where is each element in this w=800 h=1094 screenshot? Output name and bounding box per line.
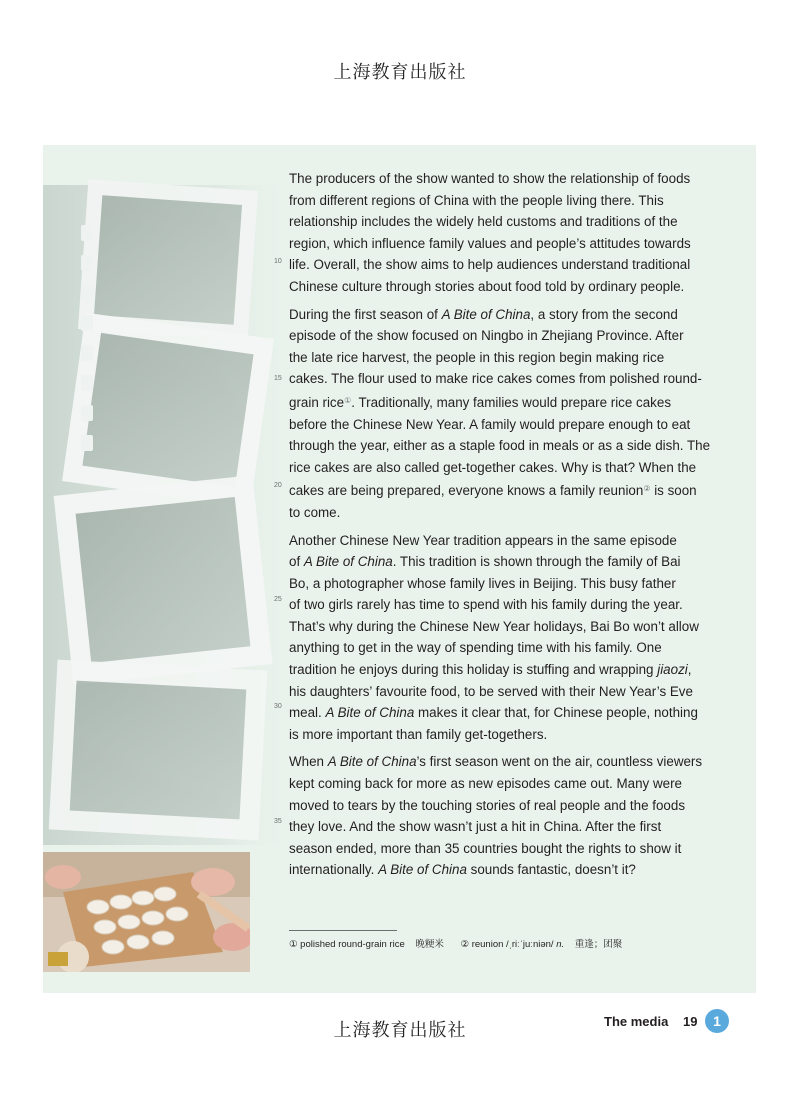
film-strip-decoration — [43, 145, 303, 855]
text-line: season ended, more than 35 countries bought the rights to show it — [289, 840, 682, 856]
text-line: Bo, a photographer whose family lives in Beijing. This busy father — [289, 575, 676, 591]
text-line: from different regions of China with the people living there. This — [289, 192, 664, 208]
line-number: 25 — [274, 596, 282, 603]
page-number: 19 — [683, 1014, 698, 1029]
text-line: Chinese culture through stories about food told by ordinary people. — [289, 278, 685, 294]
footnotes — [289, 936, 636, 950]
text-line: his daughters’ favourite food, to be served with their New Year’s Eve — [289, 683, 693, 699]
show-title: A Bite of China — [327, 754, 417, 770]
text-line: cakes. The flour used to make rice cakes comes from polished round- — [289, 371, 702, 387]
footnote-term: polished round-grain rice — [300, 939, 405, 950]
text-line: relationship includes the widely held customs and traditions of the — [289, 214, 678, 230]
text-line: of two girls rarely has time to spend with his family during the year. — [289, 597, 683, 613]
text-line: episode of the show focused on Ningbo in Zhejiang Province. After — [289, 328, 684, 344]
running-title: The media — [604, 1014, 669, 1029]
text-line: the late rice harvest, the people in this region begin making rice — [289, 349, 665, 365]
unit-badge: 1 — [705, 1009, 729, 1033]
text-line: cakes are being prepared, everyone knows a family reunion② is soon — [289, 483, 697, 499]
text-line: moved to tears by the touching stories of real people and the foods — [289, 797, 686, 813]
food-term: jiaozi — [657, 662, 688, 678]
text-line: meal. A Bite of China makes it clear that, for Chinese people, nothing — [289, 705, 698, 721]
line-number: 35 — [274, 818, 282, 825]
footnote-marker: ② — [643, 484, 651, 494]
text-line: they love. And the show wasn’t just a hit in China. After the first — [289, 819, 662, 835]
paragraph-3 — [289, 530, 714, 746]
line-number: 10 — [274, 258, 282, 265]
footnote-divider — [289, 930, 397, 931]
text-line: Another Chinese New Year tradition appears in the same episode — [289, 532, 677, 548]
paragraph-1 — [289, 168, 714, 298]
paragraph-4 — [289, 751, 714, 881]
publisher-header: 上海教育出版社 — [333, 62, 467, 83]
paragraph-2 — [289, 304, 714, 524]
film-frame-4 — [49, 660, 268, 841]
text-line: region, which influence family values and people’s attitudes towards — [289, 235, 691, 251]
article-body — [289, 168, 714, 887]
show-title: A Bite of China — [441, 306, 531, 322]
publisher-footer: 上海教育出版社 — [333, 1020, 467, 1041]
text-line: The producers of the show wanted to show the relationship of foods — [289, 171, 691, 186]
show-title: A Bite of China — [325, 705, 415, 721]
footnote-pos: n. — [556, 939, 565, 950]
dumpling-photo — [43, 852, 250, 972]
film-frame-3 — [54, 475, 273, 685]
show-title: A Bite of China — [303, 554, 393, 570]
footnote-translation: 晚粳米 — [415, 939, 444, 950]
footnote-translation: 重逢；团聚 — [574, 939, 623, 950]
footnote-mark: ② — [460, 939, 470, 950]
text-line: internationally. A Bite of China sounds fantastic, doesn’t it? — [289, 862, 636, 878]
text-line: During the first season of A Bite of China, a story from the second — [289, 306, 678, 322]
line-number: 30 — [274, 703, 282, 710]
text-line: life. Overall, the show aims to help audiences understand traditional — [289, 257, 691, 273]
text-line: grain rice①. Traditionally, many families would prepare rice cakes — [289, 394, 672, 410]
text-line: That’s why during the Chinese New Year holidays, Bai Bo won’t allow — [289, 618, 699, 634]
text-line: rice cakes are also called get-together cakes. Why is that? When the — [289, 459, 697, 475]
text-line: to come. — [289, 504, 341, 520]
text-line: of A Bite of China. This tradition is shown through the family of Bai — [289, 554, 681, 570]
text-line: When A Bite of China’s first season went on the air, countless viewers — [289, 754, 703, 770]
text-line: anything to get in the way of spending time with his family. One — [289, 640, 662, 656]
footnote-term: reunion /ˌriːˈjuːniən/ — [471, 939, 554, 950]
text-line: through the year, either as a staple food in meals or as a side dish. The — [289, 438, 711, 454]
show-title: A Bite of China — [378, 862, 467, 878]
footnote-mark: ① — [289, 939, 298, 950]
line-number: 15 — [274, 375, 282, 382]
footnote-marker: ① — [344, 395, 352, 405]
text-line: before the Chinese New Year. A family would prepare enough to eat — [289, 416, 691, 432]
text-line: kept coming back for more as new episodes came out. Many were — [289, 776, 682, 792]
line-number: 20 — [274, 482, 282, 489]
text-line: tradition he enjoys during this holiday is stuffing and wrapping jiaozi, — [289, 662, 692, 678]
text-line: is more important than family get-togethers. — [289, 726, 548, 742]
